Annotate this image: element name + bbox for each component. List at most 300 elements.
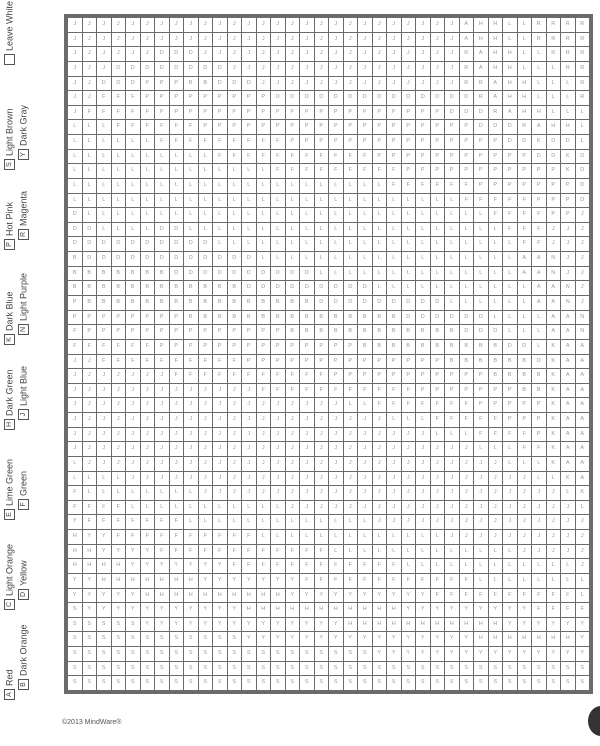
- grid-cell: L: [213, 164, 227, 178]
- grid-cell: L: [112, 486, 126, 500]
- grid-cell: Y: [286, 589, 300, 603]
- grid-cell: S: [112, 676, 126, 690]
- grid-cell: B: [286, 325, 300, 339]
- grid-cell: F: [257, 384, 271, 398]
- grid-cell: L: [518, 574, 532, 588]
- grid-cell: J: [97, 457, 111, 471]
- grid-cell: L: [445, 281, 459, 295]
- grid-cell: F: [68, 325, 82, 339]
- grid-cell: P: [373, 135, 387, 149]
- grid-cell: L: [141, 150, 155, 164]
- grid-cell: L: [228, 223, 242, 237]
- grid-cell: J: [329, 77, 343, 91]
- grid-cell: F: [358, 164, 372, 178]
- grid-cell: B: [97, 296, 111, 310]
- grid-cell: P: [402, 150, 416, 164]
- grid-cell: D: [387, 91, 401, 105]
- grid-cell: H: [97, 574, 111, 588]
- grid-cell: J: [257, 62, 271, 76]
- grid-cell: S: [155, 647, 169, 661]
- grid-cell: J: [402, 501, 416, 515]
- grid-cell: D: [329, 296, 343, 310]
- grid-cell: L: [83, 472, 97, 486]
- grid-cell: D: [315, 91, 329, 105]
- grid-cell: P: [83, 325, 97, 339]
- grid-cell: Y: [300, 589, 314, 603]
- grid-cell: J: [83, 457, 97, 471]
- grid-cell: F: [242, 530, 256, 544]
- grid-cell: F: [213, 150, 227, 164]
- grid-cell: Y: [141, 545, 155, 559]
- grid-cell: P: [213, 120, 227, 134]
- grid-cell: B: [199, 281, 213, 295]
- grid-cell: J: [213, 47, 227, 61]
- grid-cell: Y: [68, 589, 82, 603]
- grid-cell: Y: [547, 647, 561, 661]
- grid-cell: P: [373, 150, 387, 164]
- grid-cell: F: [213, 545, 227, 559]
- grid-cell: R: [460, 62, 474, 76]
- grid-cell: Y: [532, 618, 546, 632]
- grid-cell: J: [561, 252, 575, 266]
- grid-cell: L: [373, 267, 387, 281]
- grid-cell: P: [373, 355, 387, 369]
- grid-cell: L: [126, 164, 140, 178]
- grid-cell: D: [242, 77, 256, 91]
- grid-cell: J: [68, 18, 82, 32]
- grid-cell: J: [126, 384, 140, 398]
- grid-cell: Y: [300, 618, 314, 632]
- grid-cell: L: [141, 179, 155, 193]
- grid-cell: L: [532, 325, 546, 339]
- grid-cell: L: [141, 208, 155, 222]
- grid-cell: D: [286, 267, 300, 281]
- grid-cell: J: [126, 398, 140, 412]
- grid-cell: L: [532, 91, 546, 105]
- grid-cell: B: [474, 340, 488, 354]
- grid-cell: P: [315, 120, 329, 134]
- grid-cell: J: [126, 472, 140, 486]
- grid-cell: J: [445, 47, 459, 61]
- grid-cell: F: [68, 501, 82, 515]
- legend-color-code: Y: [18, 149, 29, 160]
- grid-cell: F: [155, 355, 169, 369]
- grid-cell: Y: [431, 603, 445, 617]
- grid-cell: J: [68, 369, 82, 383]
- grid-cell: L: [155, 164, 169, 178]
- grid-cell: J: [576, 252, 590, 266]
- grid-cell: B: [242, 311, 256, 325]
- grid-cell: J: [184, 413, 198, 427]
- grid-cell: B: [315, 311, 329, 325]
- grid-cell: A: [576, 472, 590, 486]
- grid-cell: P: [402, 106, 416, 120]
- grid-cell: J: [112, 18, 126, 32]
- grid-cell: F: [431, 398, 445, 412]
- grid-cell: S: [228, 662, 242, 676]
- grid-cell: Y: [257, 618, 271, 632]
- grid-cell: J: [228, 18, 242, 32]
- grid-cell: J: [286, 18, 300, 32]
- grid-cell: L: [373, 194, 387, 208]
- grid-cell: J: [387, 18, 401, 32]
- grid-cell: P: [242, 91, 256, 105]
- grid-cell: L: [141, 164, 155, 178]
- grid-cell: J: [329, 398, 343, 412]
- grid-cell: F: [445, 398, 459, 412]
- grid-cell: P: [416, 164, 430, 178]
- grid-cell: Y: [358, 589, 372, 603]
- grid-cell: P: [228, 340, 242, 354]
- legend-item: [4, 610, 18, 700]
- coloring-grid-frame: [64, 14, 593, 694]
- grid-cell: L: [242, 501, 256, 515]
- grid-cell: H: [474, 18, 488, 32]
- grid-cell: J: [68, 398, 82, 412]
- copyright-text: ©2013 MindWare®: [62, 719, 122, 726]
- grid-cell: S: [126, 618, 140, 632]
- grid-cell: J: [112, 457, 126, 471]
- grid-cell: J: [315, 486, 329, 500]
- grid-cell: H: [141, 589, 155, 603]
- grid-cell: J: [547, 530, 561, 544]
- legend-item: [18, 70, 32, 160]
- grid-cell: F: [228, 369, 242, 383]
- grid-cell: F: [213, 355, 227, 369]
- grid-cell: L: [373, 237, 387, 251]
- grid-cell: F: [344, 559, 358, 573]
- grid-cell: D: [532, 150, 546, 164]
- grid-cell: Y: [126, 603, 140, 617]
- grid-cell: J: [286, 413, 300, 427]
- grid-cell: J: [112, 442, 126, 456]
- grid-cell: B: [358, 325, 372, 339]
- grid-cell: L: [431, 237, 445, 251]
- grid-cell: D: [503, 120, 517, 134]
- grid-cell: S: [315, 676, 329, 690]
- grid-cell: J: [97, 413, 111, 427]
- grid-cell: D: [271, 267, 285, 281]
- grid-cell: J: [213, 384, 227, 398]
- grid-cell: F: [358, 150, 372, 164]
- grid-cell: P: [387, 120, 401, 134]
- grid-cell: P: [402, 120, 416, 134]
- grid-cell: L: [271, 237, 285, 251]
- grid-cell: Y: [561, 618, 575, 632]
- grid-cell: N: [576, 325, 590, 339]
- grid-cell: J: [228, 442, 242, 456]
- grid-cell: S: [358, 647, 372, 661]
- grid-cell: P: [387, 355, 401, 369]
- grid-cell: S: [547, 676, 561, 690]
- grid-cell: F: [242, 135, 256, 149]
- grid-cell: J: [112, 369, 126, 383]
- grid-cell: J: [271, 77, 285, 91]
- grid-cell: Y: [460, 632, 474, 646]
- grid-cell: Y: [126, 545, 140, 559]
- grid-cell: J: [184, 428, 198, 442]
- grid-cell: J: [344, 18, 358, 32]
- grid-cell: S: [373, 662, 387, 676]
- grid-cell: L: [474, 442, 488, 456]
- grid-cell: Y: [329, 618, 343, 632]
- grid-cell: L: [416, 223, 430, 237]
- grid-cell: L: [489, 442, 503, 456]
- grid-cell: J: [402, 457, 416, 471]
- grid-cell: D: [271, 281, 285, 295]
- grid-cell: P: [460, 120, 474, 134]
- grid-cell: J: [97, 62, 111, 76]
- grid-cell: J: [213, 398, 227, 412]
- grid-cell: F: [431, 574, 445, 588]
- grid-cell: F: [271, 164, 285, 178]
- grid-cell: D: [474, 311, 488, 325]
- grid-cell: D: [68, 223, 82, 237]
- grid-cell: L: [416, 530, 430, 544]
- grid-cell: D: [547, 135, 561, 149]
- grid-cell: L: [83, 150, 97, 164]
- grid-cell: B: [68, 267, 82, 281]
- grid-cell: J: [445, 457, 459, 471]
- grid-cell: K: [547, 442, 561, 456]
- grid-cell: J: [300, 413, 314, 427]
- grid-cell: J: [68, 91, 82, 105]
- grid-cell: K: [547, 369, 561, 383]
- grid-cell: S: [184, 632, 198, 646]
- grid-cell: L: [300, 179, 314, 193]
- grid-cell: L: [228, 164, 242, 178]
- grid-cell: S: [286, 676, 300, 690]
- grid-cell: Y: [126, 559, 140, 573]
- grid-cell: F: [329, 559, 343, 573]
- grid-cell: P: [170, 91, 184, 105]
- grid-cell: N: [561, 296, 575, 310]
- grid-cell: Y: [199, 603, 213, 617]
- grid-cell: L: [489, 281, 503, 295]
- grid-cell: L: [503, 267, 517, 281]
- grid-cell: D: [170, 223, 184, 237]
- grid-cell: L: [503, 33, 517, 47]
- grid-cell: L: [213, 515, 227, 529]
- grid-cell: P: [518, 398, 532, 412]
- grid-cell: B: [358, 340, 372, 354]
- grid-cell: A: [561, 369, 575, 383]
- grid-cell: P: [344, 369, 358, 383]
- grid-cell: F: [315, 369, 329, 383]
- grid-cell: B: [489, 369, 503, 383]
- grid-cell: J: [474, 501, 488, 515]
- grid-cell: H: [474, 618, 488, 632]
- grid-cell: S: [518, 662, 532, 676]
- grid-cell: J: [503, 530, 517, 544]
- grid-cell: J: [271, 486, 285, 500]
- grid-cell: F: [228, 545, 242, 559]
- grid-cell: P: [257, 120, 271, 134]
- grid-cell: J: [242, 398, 256, 412]
- grid-cell: P: [416, 135, 430, 149]
- grid-cell: Y: [416, 589, 430, 603]
- grid-cell: S: [68, 603, 82, 617]
- grid-cell: Y: [83, 574, 97, 588]
- grid-cell: P: [344, 120, 358, 134]
- grid-cell: L: [329, 194, 343, 208]
- grid-cell: J: [112, 384, 126, 398]
- grid-cell: L: [170, 208, 184, 222]
- grid-cell: J: [576, 515, 590, 529]
- grid-cell: S: [358, 662, 372, 676]
- grid-cell: J: [300, 442, 314, 456]
- grid-cell: B: [518, 384, 532, 398]
- grid-cell: J: [489, 486, 503, 500]
- grid-cell: F: [83, 501, 97, 515]
- grid-cell: S: [141, 676, 155, 690]
- grid-cell: J: [228, 384, 242, 398]
- legend-item: [18, 420, 32, 510]
- grid-cell: J: [271, 428, 285, 442]
- grid-cell: A: [576, 457, 590, 471]
- grid-cell: J: [358, 457, 372, 471]
- grid-cell: B: [126, 296, 140, 310]
- grid-cell: D: [228, 77, 242, 91]
- grid-cell: F: [271, 384, 285, 398]
- grid-cell: F: [460, 413, 474, 427]
- grid-cell: F: [344, 164, 358, 178]
- grid-cell: P: [416, 384, 430, 398]
- grid-cell: J: [576, 237, 590, 251]
- grid-cell: L: [416, 281, 430, 295]
- grid-cell: F: [503, 194, 517, 208]
- grid-cell: H: [257, 603, 271, 617]
- grid-cell: P: [329, 355, 343, 369]
- grid-cell: P: [68, 296, 82, 310]
- grid-cell: P: [242, 325, 256, 339]
- grid-cell: F: [300, 384, 314, 398]
- grid-cell: S: [387, 676, 401, 690]
- grid-cell: H: [329, 603, 343, 617]
- grid-cell: H: [344, 603, 358, 617]
- grid-cell: J: [445, 77, 459, 91]
- grid-cell: R: [576, 77, 590, 91]
- grid-cell: J: [97, 369, 111, 383]
- grid-cell: D: [242, 252, 256, 266]
- grid-cell: J: [228, 62, 242, 76]
- grid-cell: F: [315, 559, 329, 573]
- grid-cell: F: [460, 179, 474, 193]
- grid-cell: J: [460, 472, 474, 486]
- grid-cell: P: [431, 106, 445, 120]
- grid-cell: P: [460, 369, 474, 383]
- grid-cell: L: [68, 150, 82, 164]
- grid-cell: Y: [474, 603, 488, 617]
- grid-cell: S: [199, 676, 213, 690]
- grid-cell: Y: [576, 632, 590, 646]
- grid-cell: K: [547, 384, 561, 398]
- grid-cell: J: [112, 413, 126, 427]
- grid-cell: Y: [242, 574, 256, 588]
- grid-cell: L: [547, 559, 561, 573]
- grid-cell: F: [83, 106, 97, 120]
- grid-cell: P: [532, 164, 546, 178]
- grid-cell: L: [358, 179, 372, 193]
- grid-cell: D: [402, 311, 416, 325]
- grid-cell: L: [416, 545, 430, 559]
- grid-cell: L: [518, 559, 532, 573]
- grid-cell: J: [141, 472, 155, 486]
- grid-cell: H: [155, 589, 169, 603]
- grid-cell: L: [141, 486, 155, 500]
- grid-cell: F: [68, 340, 82, 354]
- grid-cell: Y: [228, 603, 242, 617]
- grid-cell: F: [242, 545, 256, 559]
- grid-cell: D: [460, 91, 474, 105]
- grid-cell: Y: [460, 603, 474, 617]
- grid-cell: F: [271, 369, 285, 383]
- grid-cell: H: [547, 120, 561, 134]
- grid-cell: J: [228, 472, 242, 486]
- grid-cell: P: [344, 135, 358, 149]
- grid-cell: D: [83, 223, 97, 237]
- grid-cell: Y: [518, 647, 532, 661]
- grid-cell: P: [503, 179, 517, 193]
- grid-cell: J: [329, 486, 343, 500]
- grid-cell: J: [170, 398, 184, 412]
- grid-cell: Y: [112, 603, 126, 617]
- grid-cell: L: [576, 501, 590, 515]
- grid-cell: P: [358, 135, 372, 149]
- grid-cell: B: [402, 340, 416, 354]
- grid-cell: L: [300, 223, 314, 237]
- grid-cell: S: [242, 676, 256, 690]
- grid-cell: P: [460, 135, 474, 149]
- grid-cell: D: [97, 237, 111, 251]
- grid-cell: D: [141, 237, 155, 251]
- grid-cell: L: [170, 194, 184, 208]
- grid-cell: J: [315, 398, 329, 412]
- grid-cell: P: [271, 325, 285, 339]
- grid-cell: S: [97, 662, 111, 676]
- grid-cell: D: [416, 91, 430, 105]
- grid-cell: J: [576, 208, 590, 222]
- grid-cell: L: [242, 164, 256, 178]
- grid-cell: S: [271, 662, 285, 676]
- grid-cell: H: [503, 77, 517, 91]
- grid-cell: P: [358, 355, 372, 369]
- grid-cell: L: [547, 77, 561, 91]
- grid-cell: F: [228, 135, 242, 149]
- grid-cell: J: [213, 18, 227, 32]
- grid-cell: A: [532, 252, 546, 266]
- grid-cell: J: [547, 515, 561, 529]
- grid-cell: L: [460, 267, 474, 281]
- grid-cell: Y: [402, 647, 416, 661]
- grid-cell: H: [561, 632, 575, 646]
- grid-cell: P: [431, 384, 445, 398]
- grid-cell: L: [315, 267, 329, 281]
- grid-cell: Y: [83, 603, 97, 617]
- grid-cell: P: [170, 325, 184, 339]
- grid-cell: L: [431, 223, 445, 237]
- grid-cell: J: [329, 413, 343, 427]
- grid-cell: P: [97, 311, 111, 325]
- grid-cell: B: [373, 340, 387, 354]
- grid-cell: J: [387, 77, 401, 91]
- legend-color-code: S: [4, 159, 15, 170]
- grid-cell: B: [257, 311, 271, 325]
- grid-cell: D: [518, 135, 532, 149]
- grid-cell: B: [387, 340, 401, 354]
- grid-cell: F: [126, 355, 140, 369]
- grid-cell: H: [503, 91, 517, 105]
